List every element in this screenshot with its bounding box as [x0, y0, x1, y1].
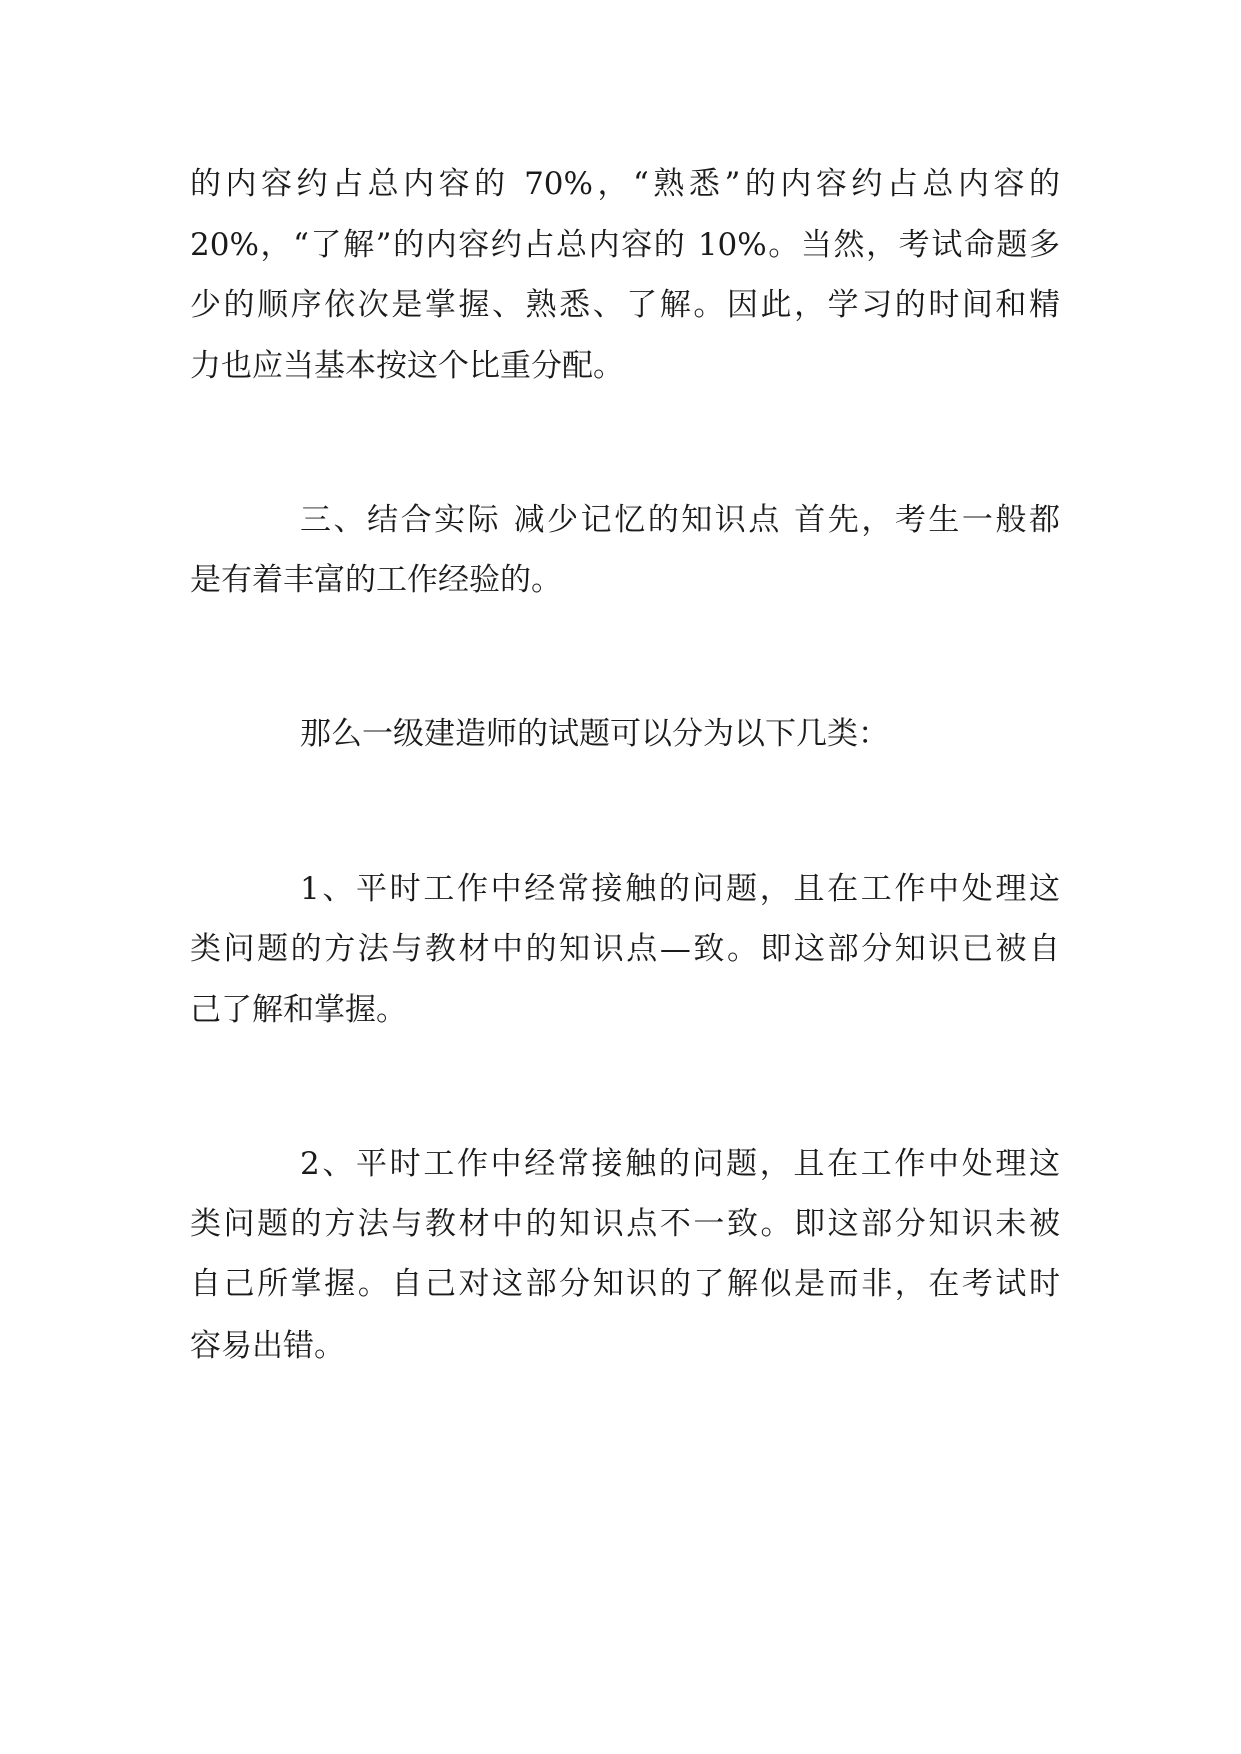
paragraph-4-line-1: 1、平时工作中经常接触的问题，且在工作中处理这 [300, 871, 1060, 907]
paragraph-1-line-4: 力也应当基本按这个比重分配。 [190, 348, 624, 384]
paragraph-4-line-3: 己了解和掌握。 [190, 992, 407, 1028]
paragraph-5-line-1: 2、平时工作中经常接触的问题，且在工作中处理这 [300, 1146, 1060, 1182]
paragraph-2-line-1: 三、结合实际 减少记忆的知识点 首先，考生一般都 [300, 502, 1060, 538]
paragraph-1-line-1: 的内容约占总内容的 70%，“熟悉”的内容约占总内容的 [190, 166, 1060, 202]
paragraph-5-line-4: 容易出错。 [190, 1328, 345, 1364]
paragraph-4-line-2: 类问题的方法与教材中的知识点—致。即这部分知识已被自 [190, 931, 1060, 967]
paragraph-5-line-2: 类问题的方法与教材中的知识点不一致。即这部分知识未被 [190, 1206, 1060, 1242]
paragraph-5-line-3: 自己所掌握。自己对这部分知识的了解似是而非，在考试时 [190, 1266, 1060, 1302]
paragraph-2-line-2: 是有着丰富的工作经验的。 [190, 562, 562, 598]
paragraph-1-line-3: 少的顺序依次是掌握、熟悉、了解。因此，学习的时间和精 [190, 287, 1060, 323]
paragraph-1-line-2: 20%，“了解”的内容约占总内容的 10%。当然，考试命题多 [190, 227, 1060, 263]
paragraph-3-line-1: 那么一级建造师的试题可以分为以下几类： [300, 716, 889, 752]
